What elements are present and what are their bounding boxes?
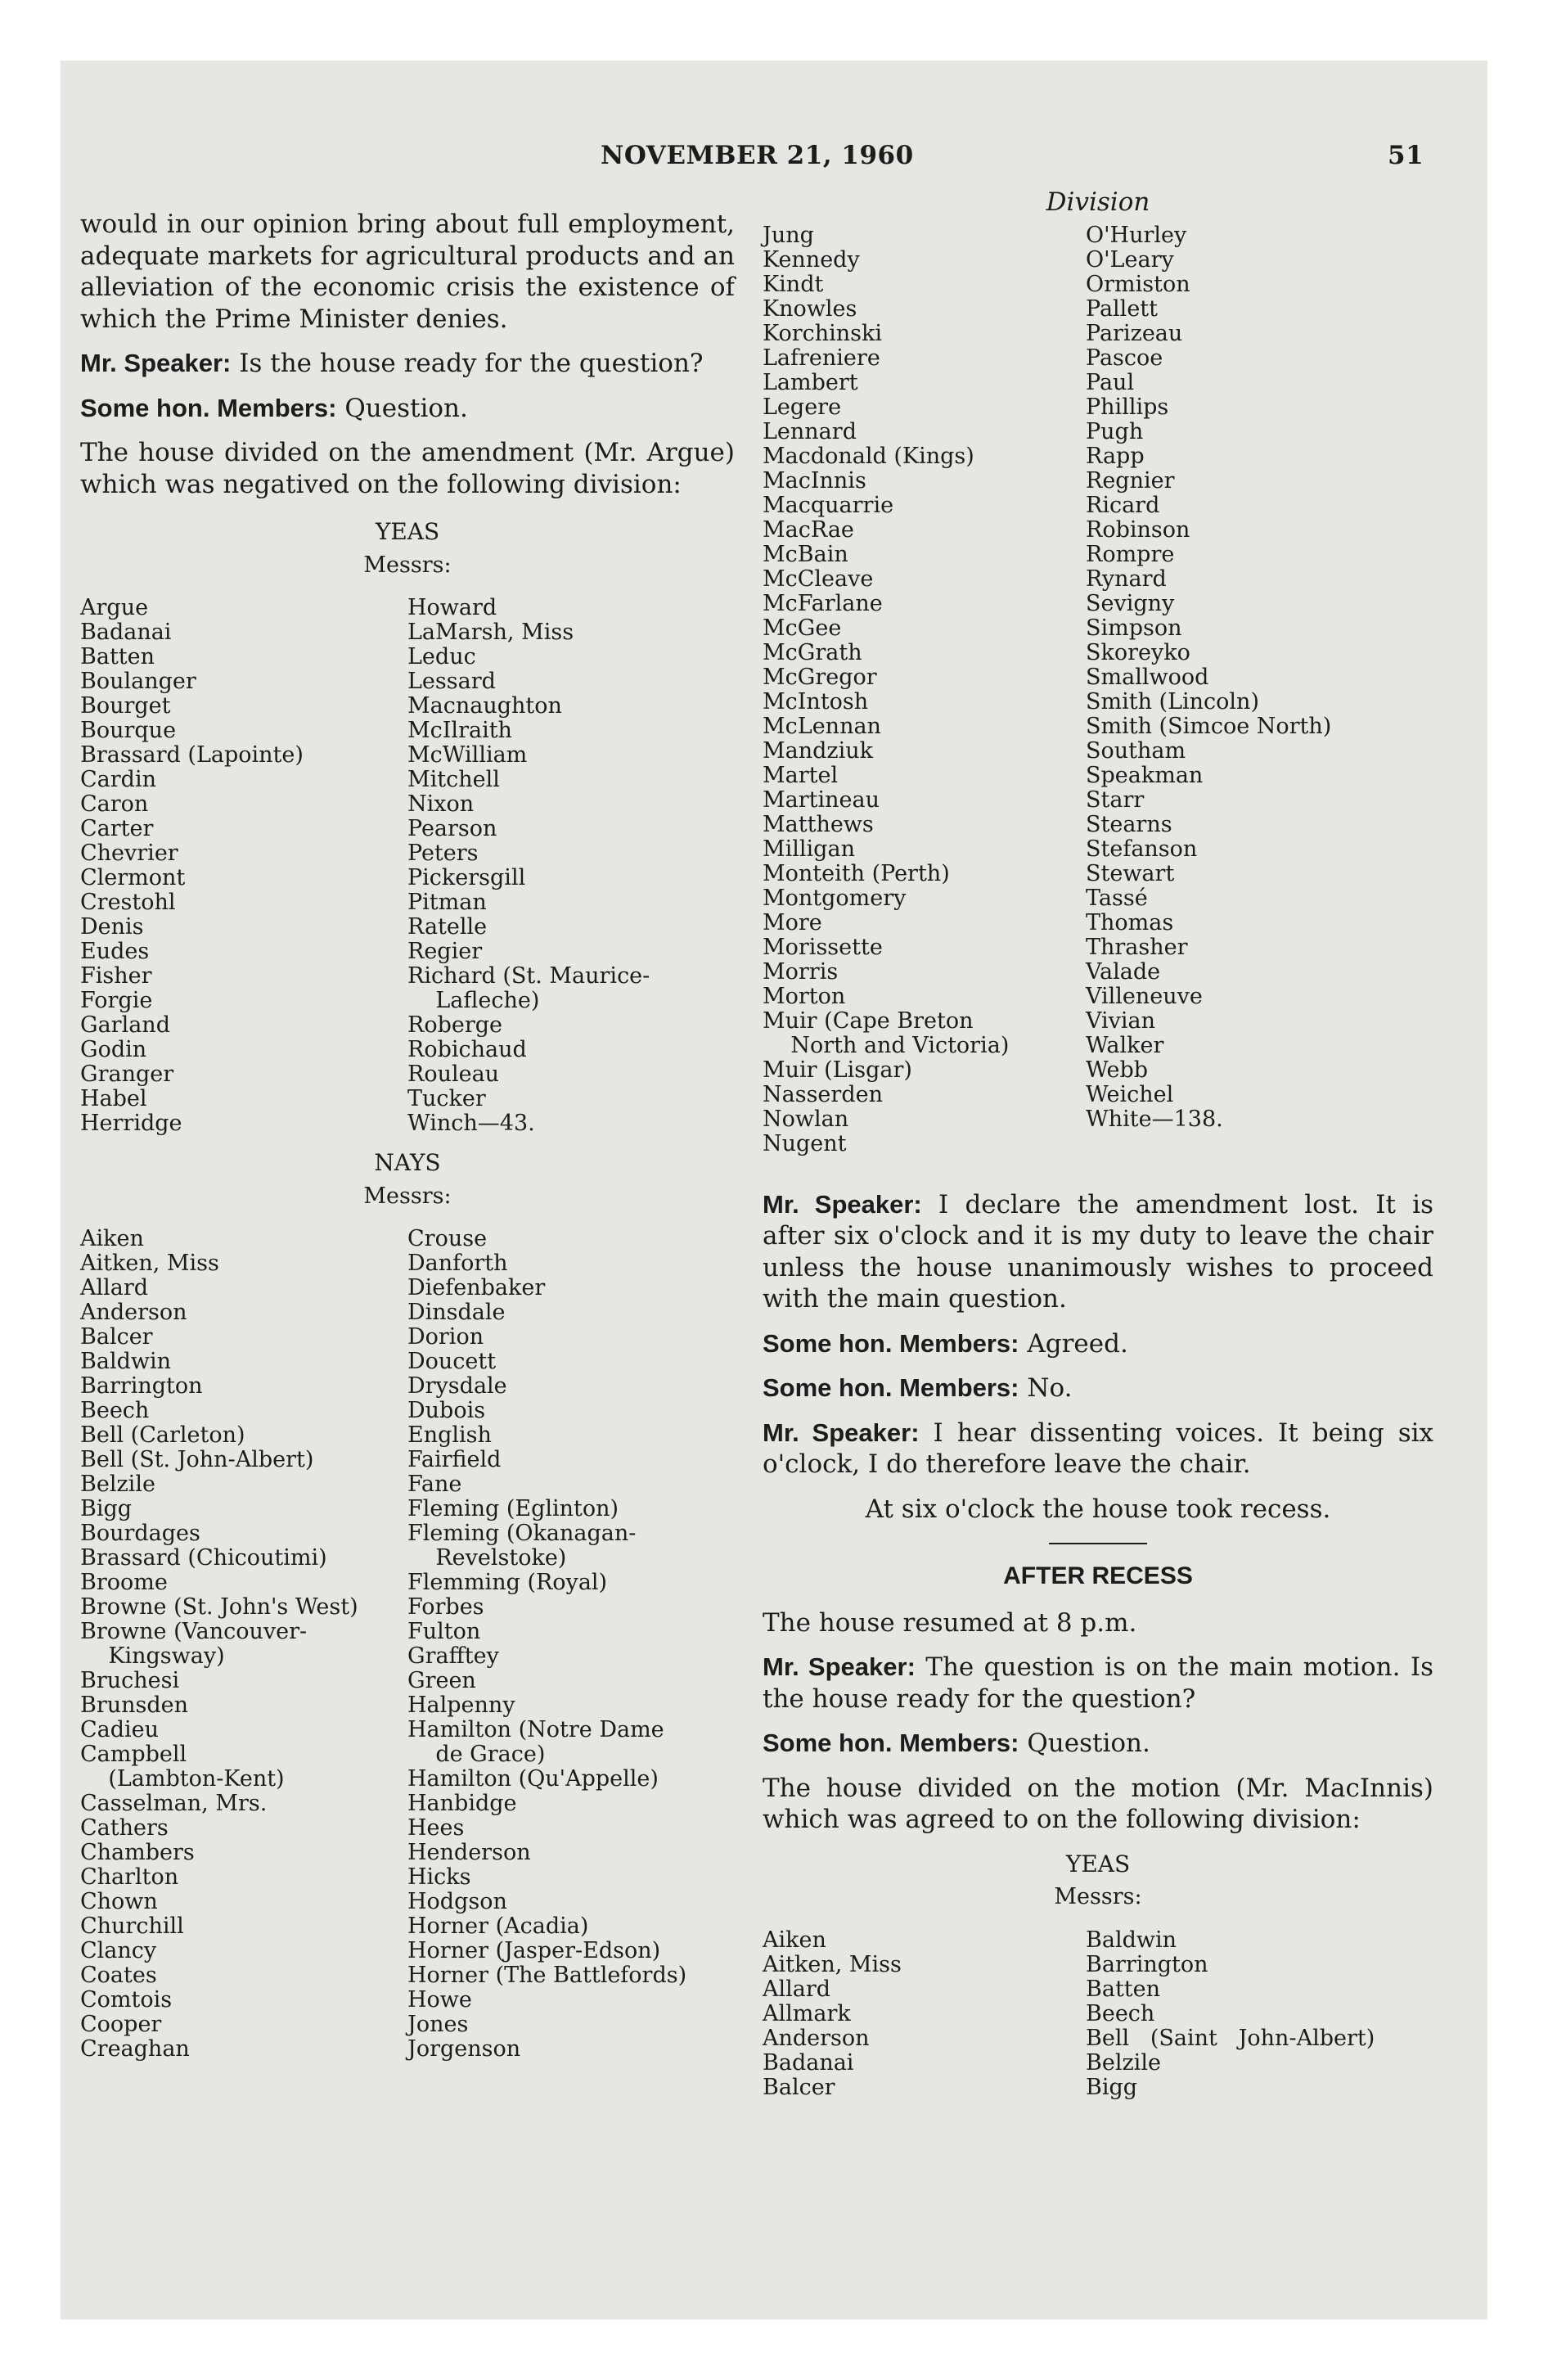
nays-list	[80, 1227, 735, 2062]
member-name: Ormiston	[1086, 271, 1190, 297]
member-name: Jorgenson	[407, 2036, 521, 2062]
member-name: Hodgson	[407, 1889, 507, 1914]
member-name: Hees	[407, 1815, 465, 1841]
member-name: McGregor	[763, 664, 877, 690]
member-name: Mandziuk	[763, 737, 874, 764]
member-name: Batten	[80, 644, 155, 669]
speaker-name: Mr. Speaker:	[80, 349, 232, 377]
yeas-list-right	[407, 596, 735, 1136]
member-name: Forbes	[407, 1594, 484, 1620]
member-name: Nugent	[763, 1130, 847, 1156]
member-name: Mitchell	[407, 767, 500, 792]
member-name: Diefenbaker	[407, 1275, 546, 1300]
member-name: Valade	[1086, 958, 1161, 985]
member-name: Brunsden	[80, 1693, 189, 1718]
member-name: Batten	[1086, 1976, 1161, 2002]
member-name: Kindt	[763, 271, 824, 297]
member-name: Fisher	[80, 963, 152, 989]
member-name: Milligan	[763, 836, 855, 862]
member-name: Macnaughton	[407, 693, 562, 719]
speaker-text: I hear dissenting voices. It being six o'clock, I do therefore leave the chair.	[763, 1418, 1434, 1479]
member-name: Weichel	[1086, 1081, 1174, 1107]
member-name: Monteith (Perth)	[763, 860, 950, 886]
member-name: LaMarsh, Miss	[407, 620, 574, 645]
member-name: Bourque	[80, 718, 177, 743]
yeas-heading: YEAS	[1065, 1850, 1131, 1877]
member-name: Cadieu	[80, 1717, 160, 1742]
member-name: Morissette	[763, 934, 883, 960]
member-name: Pickersgill	[407, 865, 526, 890]
member-name: Ratelle	[407, 914, 488, 940]
member-name: Legere	[763, 394, 842, 420]
member-name: Chown	[80, 1889, 158, 1914]
member-name: Pitman	[407, 890, 487, 915]
member-name: Skoreyko	[1086, 639, 1190, 665]
yeas-list	[80, 596, 735, 1136]
speaker-text: I declare the amendment lost. It is after six o'clock and it is my duty to leave the chair unless the house unanimously wishes to proceed with the main question.	[763, 1189, 1433, 1314]
member-name: McIlraith	[407, 718, 512, 743]
member-name: Dubois	[407, 1398, 486, 1423]
member-name: Anderson	[763, 2025, 870, 2051]
member-name: Barrington	[80, 1373, 203, 1399]
member-name: English	[407, 1422, 492, 1448]
member-name: Knowles	[763, 295, 857, 322]
member-name: Balcer	[80, 1324, 153, 1350]
member-name: Lafleche)	[407, 988, 540, 1013]
member-name: Robinson	[1086, 516, 1190, 543]
section-divider	[1049, 1543, 1147, 1544]
member-name: McGrath	[763, 639, 862, 665]
member-name: Speakman	[1086, 762, 1204, 788]
member-name: Habel	[80, 1086, 147, 1111]
member-name: Dorion	[407, 1324, 484, 1350]
member-name: Revelstoke)	[407, 1545, 567, 1571]
member-name: McLennan	[763, 713, 881, 739]
member-name: McIntosh	[763, 688, 869, 714]
member-name: Hicks	[407, 1864, 471, 1890]
member-name: Stewart	[1086, 860, 1175, 886]
member-name: Eudes	[80, 939, 150, 964]
member-name: Horner (Jasper-Edson)	[407, 1938, 661, 1963]
member-name: Smallwood	[1086, 664, 1209, 690]
yeas-list	[763, 1928, 1433, 2100]
member-name: Beech	[1086, 2000, 1155, 2026]
member-name: Creaghan	[80, 2036, 190, 2062]
member-name: Jones	[407, 2012, 469, 2037]
member-name: Hamilton (Notre Dame	[407, 1717, 664, 1742]
member-name: Caron	[80, 791, 149, 817]
member-name: Barrington	[1086, 1951, 1208, 1977]
member-name: Browne (St. John's West)	[80, 1594, 358, 1620]
member-name: Martineau	[763, 787, 880, 813]
member-name: Belzile	[80, 1472, 155, 1497]
division-list-left	[763, 223, 1086, 1156]
speaker-name: Some hon. Members:	[763, 1328, 1019, 1358]
nays-list-left	[80, 1227, 407, 2062]
speaker-name: Some hon. Members:	[80, 393, 337, 422]
member-name: Argue	[80, 595, 149, 620]
member-name: Nixon	[407, 791, 475, 817]
member-name: Belzile	[1086, 2049, 1161, 2076]
member-name: MacRae	[763, 516, 854, 543]
left-column	[80, 209, 735, 2062]
member-name: Roberge	[407, 1012, 503, 1038]
member-name: Vivian	[1086, 1007, 1156, 1034]
member-name: Robichaud	[407, 1037, 527, 1062]
member-name: Walker	[1086, 1032, 1164, 1058]
member-name: Baldwin	[1086, 1927, 1177, 1953]
members-paragraph	[763, 1328, 1433, 1360]
member-name: Aitken, Miss	[763, 1951, 902, 1977]
yeas-list-left	[80, 596, 407, 1136]
member-name: Churchill	[80, 1913, 184, 1939]
speaker-text: Agreed.	[1019, 1328, 1128, 1359]
speaker-text: No.	[1019, 1373, 1073, 1403]
member-name: Brassard (Chicoutimi)	[80, 1545, 327, 1571]
member-name: Dinsdale	[407, 1300, 506, 1325]
member-name: Tassé	[1086, 885, 1148, 911]
member-name: Muir (Lisgar)	[763, 1057, 912, 1083]
nays-messrs: Messrs:	[363, 1183, 452, 1209]
division-heading: Division	[1046, 187, 1150, 217]
division-list	[763, 223, 1433, 1156]
member-name: McFarlane	[763, 590, 883, 616]
member-name: Horner (The Battlefords)	[407, 1963, 687, 1988]
member-name: Drysdale	[407, 1373, 507, 1399]
member-name: Danforth	[407, 1251, 508, 1276]
member-name: Allard	[80, 1275, 149, 1300]
resumed-paragraph: The house resumed at 8 p.m.	[763, 1607, 1137, 1638]
member-name: Bell (Carleton)	[80, 1422, 245, 1448]
speaker-name: Mr. Speaker:	[763, 1189, 922, 1219]
member-name: Montgomery	[763, 885, 907, 911]
member-name: O'Hurley	[1086, 222, 1187, 248]
member-name: Broome	[80, 1570, 168, 1595]
member-name: Villeneuve	[1086, 983, 1203, 1009]
member-name: McGee	[763, 615, 842, 641]
member-name: Paul	[1086, 369, 1135, 395]
member-name: Smith (Simcoe North)	[1086, 713, 1332, 739]
member-name: Fane	[407, 1472, 462, 1497]
member-name: Denis	[80, 914, 144, 940]
member-name: McWilliam	[407, 742, 528, 768]
member-name: Casselman, Mrs.	[80, 1791, 268, 1816]
member-name: Nowlan	[763, 1106, 849, 1132]
member-name: Morris	[763, 958, 839, 985]
member-name: Rapp	[1086, 443, 1145, 469]
member-name: Peters	[407, 841, 479, 866]
member-name: Cooper	[80, 2012, 162, 2037]
member-name: Smith (Lincoln)	[1086, 688, 1259, 714]
right-column	[763, 187, 1433, 2100]
member-name: Pascoe	[1086, 345, 1163, 371]
member-name: Godin	[80, 1037, 147, 1062]
member-name: Forgie	[80, 988, 153, 1013]
member-name: Granger	[80, 1062, 174, 1087]
member-name: Browne (Vancouver-	[80, 1619, 308, 1644]
page-number: 51	[1388, 141, 1424, 170]
member-name: Richard (St. Maurice-	[407, 963, 650, 989]
speaker-paragraph	[763, 1652, 1433, 1715]
member-name: Macquarrie	[763, 492, 894, 518]
member-name: Bruchesi	[80, 1668, 180, 1693]
speaker-paragraph	[763, 1189, 1433, 1315]
speaker-paragraph	[763, 1418, 1433, 1481]
yeas-list-left	[763, 1928, 1086, 2100]
member-name: Pallett	[1086, 295, 1159, 322]
member-name: Charlton	[80, 1864, 179, 1890]
member-name: Grafftey	[407, 1643, 499, 1669]
division-list-right	[1086, 223, 1429, 1156]
member-name: Anderson	[80, 1300, 187, 1325]
member-name: Allard	[763, 1976, 831, 2002]
member-name: McCleave	[763, 566, 874, 592]
member-name: Kingsway)	[80, 1643, 225, 1669]
member-name: Pugh	[1086, 418, 1144, 444]
member-name: Lessard	[407, 669, 496, 694]
yeas-messrs: Messrs:	[1054, 1884, 1142, 1909]
member-name: Pearson	[407, 816, 497, 841]
member-name: Simpson	[1086, 615, 1182, 641]
member-name: Webb	[1086, 1057, 1149, 1083]
speaker-text: Question.	[1019, 1729, 1150, 1758]
member-name: Aitken, Miss	[80, 1251, 219, 1276]
nays-list-right	[407, 1227, 735, 2062]
yeas-messrs: Messrs:	[363, 552, 452, 578]
member-name: Cardin	[80, 767, 156, 792]
member-name: Halpenny	[407, 1693, 515, 1718]
page-header-date: NOVEMBER 21, 1960	[601, 141, 914, 170]
member-name: Chambers	[80, 1840, 195, 1865]
member-name: Stefanson	[1086, 836, 1198, 862]
member-name: Fleming (Eglinton)	[407, 1496, 619, 1521]
member-name: Bourget	[80, 693, 171, 719]
member-name: de Grace)	[407, 1742, 546, 1767]
member-name: Fulton	[407, 1619, 481, 1644]
member-name: Rompre	[1086, 541, 1175, 567]
member-name: Henderson	[407, 1840, 531, 1865]
member-name: Martel	[763, 762, 839, 788]
speaker-text: Question.	[336, 393, 468, 423]
speaker-paragraph	[80, 348, 735, 380]
yeas-heading: YEAS	[375, 518, 440, 545]
member-name: Flemming (Royal)	[407, 1570, 608, 1595]
speaker-text: The question is on the main motion. Is the house ready for the question?	[763, 1652, 1433, 1714]
speaker-text: Is the house ready for the question?	[231, 349, 704, 378]
member-name: Sevigny	[1086, 590, 1175, 616]
member-name: Coates	[80, 1963, 157, 1988]
member-name: Aiken	[763, 1927, 826, 1953]
member-name: Garland	[80, 1012, 170, 1038]
member-name: Howard	[407, 595, 497, 620]
member-name: Bigg	[80, 1496, 133, 1521]
member-name: Rouleau	[407, 1062, 500, 1087]
member-name: Morton	[763, 983, 846, 1009]
member-name: Stearns	[1086, 811, 1172, 837]
member-name: Crouse	[407, 1226, 488, 1251]
member-name: Thrasher	[1086, 934, 1188, 960]
division-paragraph: The house divided on the amendment (Mr. Argue) which was negatived on the following division:	[80, 438, 735, 499]
member-name: Boulanger	[80, 669, 196, 694]
speaker-name: Mr. Speaker:	[763, 1652, 916, 1681]
member-name: Clermont	[80, 865, 186, 890]
member-name: Ricard	[1086, 492, 1160, 518]
yeas-list-right	[1086, 1928, 1429, 2100]
member-name: Lambert	[763, 369, 858, 395]
member-name: Hamilton (Qu'Appelle)	[407, 1766, 659, 1792]
member-name: Balcer	[763, 2074, 835, 2100]
member-name: Rynard	[1086, 566, 1167, 592]
member-name: Horner (Acadia)	[407, 1913, 589, 1939]
member-name: Regier	[407, 939, 483, 964]
member-name: McBain	[763, 541, 848, 567]
member-name: Leduc	[407, 644, 476, 669]
member-name: MacInnis	[763, 467, 866, 494]
member-name: Muir (Cape Breton	[763, 1007, 974, 1034]
member-name: Beech	[80, 1398, 150, 1423]
member-name: Clancy	[80, 1938, 157, 1963]
member-name: Crestohl	[80, 890, 176, 915]
intro-paragraph: would in our opinion bring about full employment, adequate markets for agricultural products and an alleviation of the economic crisis the existence of which the Prime Minister denies.	[80, 210, 735, 334]
member-name: Macdonald (Kings)	[763, 443, 974, 469]
member-name: Baldwin	[80, 1349, 171, 1374]
member-name: Phillips	[1086, 394, 1169, 420]
member-name: Matthews	[763, 811, 874, 837]
member-name: Starr	[1086, 787, 1145, 813]
member-name: Cathers	[80, 1815, 169, 1841]
nays-heading: NAYS	[374, 1149, 441, 1176]
member-name: Howe	[407, 1987, 472, 2013]
member-name: O'Leary	[1086, 246, 1174, 273]
recess-paragraph: At six o'clock the house took recess.	[865, 1494, 1331, 1524]
division-paragraph: The house divided on the motion (Mr. MacInnis) which was agreed to on the following division:	[763, 1773, 1433, 1834]
member-name: Campbell	[80, 1742, 187, 1767]
member-name: Lennard	[763, 418, 857, 444]
member-name: Jung	[763, 222, 814, 248]
member-name: Chevrier	[80, 841, 178, 866]
members-paragraph	[80, 393, 735, 425]
member-name: Kennedy	[763, 246, 860, 273]
member-name: Brassard (Lapointe)	[80, 742, 304, 768]
member-name: Doucett	[407, 1349, 497, 1374]
member-name: Bourdages	[80, 1521, 200, 1546]
after-recess-heading: AFTER RECESS	[1003, 1562, 1193, 1589]
member-name: Lafreniere	[763, 345, 880, 371]
member-name: Carter	[80, 816, 154, 841]
members-paragraph	[763, 1373, 1433, 1404]
member-name: (Lambton-Kent)	[80, 1766, 285, 1792]
member-name: Parizeau	[1086, 320, 1183, 346]
member-name: Regnier	[1086, 467, 1175, 494]
member-name: White—138.	[1086, 1106, 1223, 1132]
member-name: More	[763, 909, 822, 935]
member-name: Bell (St. John-Albert)	[80, 1447, 314, 1472]
member-name: Badanai	[763, 2049, 854, 2076]
member-name: Allmark	[763, 2000, 851, 2026]
speaker-name: Mr. Speaker:	[763, 1418, 920, 1447]
speaker-name: Some hon. Members:	[763, 1373, 1019, 1402]
member-name: Aiken	[80, 1226, 144, 1251]
member-name: Badanai	[80, 620, 172, 645]
member-name: Bigg	[1086, 2074, 1138, 2100]
member-name: Fleming (Okanagan-	[407, 1521, 637, 1546]
member-name: Herridge	[80, 1111, 182, 1136]
member-name: Fairfield	[407, 1447, 502, 1472]
member-name: North and Victoria)	[763, 1032, 1010, 1058]
member-name: Green	[407, 1668, 476, 1693]
member-name: Tucker	[407, 1086, 486, 1111]
member-name: Thomas	[1086, 909, 1174, 935]
member-name: Winch—43.	[407, 1111, 535, 1136]
member-name: Nasserden	[763, 1081, 883, 1107]
member-name: Bell (Saint John-Albert)	[1086, 2025, 1375, 2051]
member-name: Comtois	[80, 1987, 173, 2013]
member-name: Southam	[1086, 737, 1186, 764]
speaker-name: Some hon. Members:	[763, 1729, 1019, 1757]
member-name: Hanbidge	[407, 1791, 517, 1816]
members-paragraph	[763, 1728, 1433, 1760]
member-name: Korchinski	[763, 320, 882, 346]
